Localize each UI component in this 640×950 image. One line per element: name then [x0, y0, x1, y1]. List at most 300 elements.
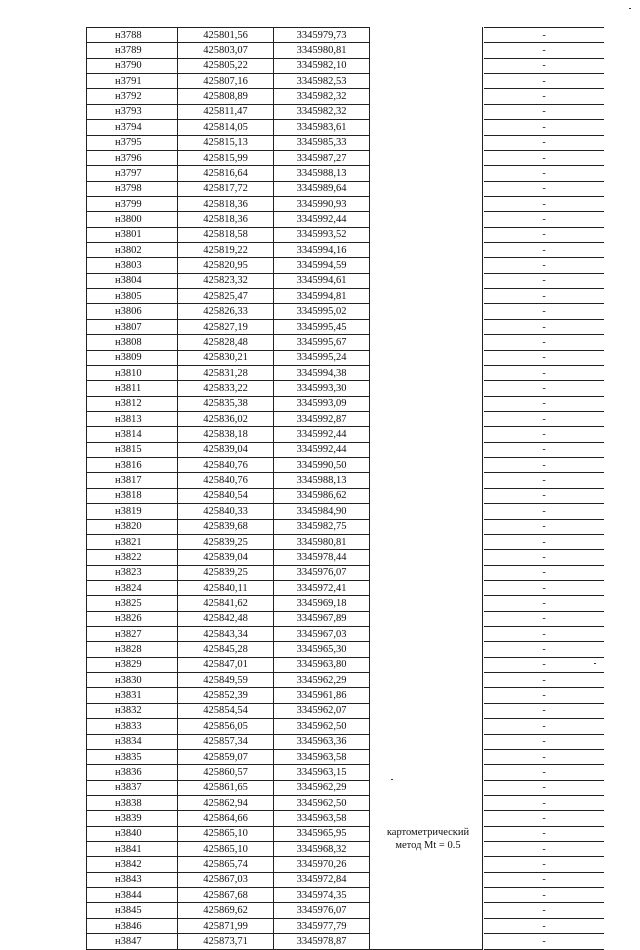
- table-row: [484, 289, 604, 304]
- y-coordinate-cell: 3345965,30: [274, 642, 370, 657]
- mark-cell: -: [484, 534, 604, 549]
- y-coordinate-cell: 3345985,33: [274, 135, 370, 150]
- y-coordinate-cell: 3345992,87: [274, 411, 370, 426]
- mark-cell: -: [484, 842, 604, 857]
- table-row: [87, 273, 483, 288]
- x-coordinate-cell: 425825,47: [178, 289, 274, 304]
- y-coordinate-cell: 3345995,67: [274, 335, 370, 350]
- x-coordinate-cell: 425826,33: [178, 304, 274, 319]
- table-row: [87, 427, 483, 442]
- y-coordinate-cell: 3345995,24: [274, 350, 370, 365]
- point-number-cell: н3844: [87, 888, 178, 903]
- y-coordinate-cell: 3345974,35: [274, 888, 370, 903]
- mark-cell: -: [484, 258, 604, 273]
- x-coordinate-cell: 425862,94: [178, 795, 274, 810]
- table-row: [87, 872, 483, 887]
- method-cell: [370, 196, 483, 211]
- method-cell: [370, 273, 483, 288]
- x-coordinate-cell: 425840,76: [178, 458, 274, 473]
- table-row: [484, 89, 604, 104]
- method-cell: [370, 703, 483, 718]
- x-coordinate-cell: 425830,21: [178, 350, 274, 365]
- y-coordinate-cell: 3345994,81: [274, 289, 370, 304]
- table-row: [87, 104, 483, 119]
- table-row: [87, 627, 483, 642]
- method-cell: [370, 258, 483, 273]
- x-coordinate-cell: 425833,22: [178, 381, 274, 396]
- table-row: [87, 43, 483, 58]
- point-number-cell: н3818: [87, 488, 178, 503]
- x-coordinate-cell: 425805,22: [178, 58, 274, 73]
- table-row: [87, 918, 483, 933]
- point-number-cell: н3798: [87, 181, 178, 196]
- table-row: [87, 442, 483, 457]
- y-coordinate-cell: 3345967,89: [274, 611, 370, 626]
- mark-cell: -: [484, 703, 604, 718]
- x-coordinate-cell: 425865,10: [178, 842, 274, 857]
- x-coordinate-cell: 425815,13: [178, 135, 274, 150]
- y-coordinate-cell: 3345993,52: [274, 227, 370, 242]
- x-coordinate-cell: 425847,01: [178, 657, 274, 672]
- x-coordinate-cell: 425839,04: [178, 442, 274, 457]
- method-cell: [370, 135, 483, 150]
- method-cell: [370, 903, 483, 918]
- table-row: [87, 888, 483, 903]
- table-row: [87, 458, 483, 473]
- table-row: [87, 688, 483, 703]
- y-coordinate-cell: 3345978,44: [274, 550, 370, 565]
- table-row: [484, 488, 604, 503]
- table-row: [87, 550, 483, 565]
- method-cell: [370, 765, 483, 780]
- table-row: [484, 627, 604, 642]
- y-coordinate-cell: 3345987,27: [274, 150, 370, 165]
- mark-cell: -: [484, 657, 604, 672]
- method-cell: [370, 150, 483, 165]
- method-cell: [370, 749, 483, 764]
- point-number-cell: н3814: [87, 427, 178, 442]
- table-row: [484, 611, 604, 626]
- table-row: [484, 74, 604, 89]
- method-cell: [370, 243, 483, 258]
- point-number-cell: н3808: [87, 335, 178, 350]
- table-row: [484, 795, 604, 810]
- mark-cell: -: [484, 181, 604, 196]
- y-coordinate-cell: 3345962,29: [274, 673, 370, 688]
- point-number-cell: н3830: [87, 673, 178, 688]
- coordinates-table: [86, 27, 483, 950]
- x-coordinate-cell: 425814,05: [178, 120, 274, 135]
- method-cell: [370, 688, 483, 703]
- table-row: [87, 319, 483, 334]
- point-number-cell: н3813: [87, 411, 178, 426]
- method-cell: [370, 104, 483, 119]
- x-coordinate-cell: 425860,57: [178, 765, 274, 780]
- y-coordinate-cell: 3345990,93: [274, 196, 370, 211]
- table-row: [87, 580, 483, 595]
- table-row: [87, 765, 483, 780]
- point-number-cell: н3831: [87, 688, 178, 703]
- table-row: [484, 350, 604, 365]
- table-row: [87, 673, 483, 688]
- table-row: [87, 473, 483, 488]
- x-coordinate-cell: 425835,38: [178, 396, 274, 411]
- mark-cell: -: [484, 611, 604, 626]
- point-number-cell: н3841: [87, 842, 178, 857]
- table-row: [87, 596, 483, 611]
- table-row: [484, 458, 604, 473]
- table-row: [484, 396, 604, 411]
- x-coordinate-cell: 425820,95: [178, 258, 274, 273]
- mark-cell: -: [484, 289, 604, 304]
- point-number-cell: н3815: [87, 442, 178, 457]
- method-cell: [370, 350, 483, 365]
- table-row: [87, 304, 483, 319]
- table-row: [484, 442, 604, 457]
- point-number-cell: н3845: [87, 903, 178, 918]
- table-row: [87, 719, 483, 734]
- table-row: [484, 427, 604, 442]
- mark-cell: -: [484, 934, 604, 949]
- point-number-cell: н3843: [87, 872, 178, 887]
- table-row: [484, 181, 604, 196]
- x-coordinate-cell: 425817,72: [178, 181, 274, 196]
- table-row: [87, 703, 483, 718]
- x-coordinate-cell: 425841,62: [178, 596, 274, 611]
- table-row: [484, 381, 604, 396]
- table-row: [484, 58, 604, 73]
- table-row: [484, 473, 604, 488]
- mark-cell: -: [484, 734, 604, 749]
- mark-cell: -: [484, 488, 604, 503]
- method-cell: [370, 734, 483, 749]
- table-row: [484, 811, 604, 826]
- table-row: [484, 719, 604, 734]
- x-coordinate-cell: 425836,02: [178, 411, 274, 426]
- table-row: [484, 304, 604, 319]
- mark-cell: -: [484, 642, 604, 657]
- table-row: [87, 642, 483, 657]
- x-coordinate-cell: 425839,25: [178, 534, 274, 549]
- scan-speck: [629, 8, 631, 9]
- table-row: [484, 365, 604, 380]
- y-coordinate-cell: 3345967,03: [274, 627, 370, 642]
- method-cell: [370, 811, 483, 826]
- mark-cell: -: [484, 396, 604, 411]
- y-coordinate-cell: 3345979,73: [274, 28, 370, 43]
- mark-cell: -: [484, 365, 604, 380]
- point-number-cell: н3806: [87, 304, 178, 319]
- table-row: [87, 289, 483, 304]
- y-coordinate-cell: 3345993,09: [274, 396, 370, 411]
- method-cell: [370, 550, 483, 565]
- y-coordinate-cell: 3345992,44: [274, 442, 370, 457]
- method-cell: [370, 396, 483, 411]
- mark-cell: -: [484, 765, 604, 780]
- table-row: [484, 319, 604, 334]
- mark-cell: -: [484, 381, 604, 396]
- table-row: [484, 166, 604, 181]
- table-row: [484, 411, 604, 426]
- y-coordinate-cell: 3345972,41: [274, 580, 370, 595]
- y-coordinate-cell: 3345980,81: [274, 534, 370, 549]
- method-cell: [370, 381, 483, 396]
- x-coordinate-cell: 425857,34: [178, 734, 274, 749]
- method-cell: [370, 888, 483, 903]
- mark-cell: -: [484, 872, 604, 887]
- table-row: [484, 826, 604, 841]
- method-cell: [370, 473, 483, 488]
- table-row: [87, 166, 483, 181]
- x-coordinate-cell: 425823,32: [178, 273, 274, 288]
- y-coordinate-cell: 3345978,87: [274, 934, 370, 949]
- mark-cell: -: [484, 212, 604, 227]
- table-row: [484, 135, 604, 150]
- method-cell: [370, 442, 483, 457]
- y-coordinate-cell: 3345994,38: [274, 365, 370, 380]
- mark-cell: -: [484, 43, 604, 58]
- point-number-cell: н3803: [87, 258, 178, 273]
- point-number-cell: н3797: [87, 166, 178, 181]
- table-row: [87, 811, 483, 826]
- table-row: [87, 227, 483, 242]
- marks-table: [484, 27, 604, 950]
- method-cell: [370, 673, 483, 688]
- x-coordinate-cell: 425840,76: [178, 473, 274, 488]
- method-cell: [370, 335, 483, 350]
- method-cell: [370, 58, 483, 73]
- method-cell: [370, 872, 483, 887]
- table-row: [484, 872, 604, 887]
- x-coordinate-cell: 425842,48: [178, 611, 274, 626]
- method-cell: [370, 857, 483, 872]
- x-coordinate-cell: 425840,54: [178, 488, 274, 503]
- table-row: [484, 580, 604, 595]
- mark-cell: -: [484, 719, 604, 734]
- y-coordinate-cell: 3345993,30: [274, 381, 370, 396]
- table-row: [484, 43, 604, 58]
- point-number-cell: н3837: [87, 780, 178, 795]
- table-row: [87, 243, 483, 258]
- x-coordinate-cell: 425819,22: [178, 243, 274, 258]
- table-row: [87, 534, 483, 549]
- table-row: [484, 888, 604, 903]
- method-cell: [370, 28, 483, 43]
- mark-cell: -: [484, 811, 604, 826]
- x-coordinate-cell: 425839,25: [178, 565, 274, 580]
- y-coordinate-cell: 3345982,53: [274, 74, 370, 89]
- table-row: [87, 135, 483, 150]
- table-row: [87, 350, 483, 365]
- y-coordinate-cell: 3345969,18: [274, 596, 370, 611]
- table-row: [87, 903, 483, 918]
- scan-speck: [391, 779, 393, 780]
- table-row: [484, 749, 604, 764]
- table-row: [87, 565, 483, 580]
- y-coordinate-cell: 3345982,32: [274, 104, 370, 119]
- method-cell: [370, 488, 483, 503]
- x-coordinate-cell: 425849,59: [178, 673, 274, 688]
- x-coordinate-cell: 425818,36: [178, 196, 274, 211]
- mark-cell: -: [484, 304, 604, 319]
- y-coordinate-cell: 3345994,59: [274, 258, 370, 273]
- table-row: [484, 104, 604, 119]
- table-row: [87, 780, 483, 795]
- mark-cell: -: [484, 519, 604, 534]
- x-coordinate-cell: 425801,56: [178, 28, 274, 43]
- table-row: [484, 243, 604, 258]
- mark-cell: -: [484, 903, 604, 918]
- table-row: [484, 550, 604, 565]
- mark-cell: -: [484, 28, 604, 43]
- table-row: [484, 335, 604, 350]
- table-row: [87, 196, 483, 211]
- x-coordinate-cell: 425839,04: [178, 550, 274, 565]
- point-number-cell: н3821: [87, 534, 178, 549]
- point-number-cell: н3816: [87, 458, 178, 473]
- table-row: [87, 411, 483, 426]
- point-number-cell: н3840: [87, 826, 178, 841]
- table-row: [87, 488, 483, 503]
- table-row: [484, 227, 604, 242]
- x-coordinate-cell: 425843,34: [178, 627, 274, 642]
- x-coordinate-cell: 425818,36: [178, 212, 274, 227]
- mark-cell: -: [484, 826, 604, 841]
- mark-cell: -: [484, 196, 604, 211]
- table-row: [484, 28, 604, 43]
- mark-cell: -: [484, 504, 604, 519]
- point-number-cell: н3790: [87, 58, 178, 73]
- method-cell: [370, 120, 483, 135]
- method-cell: [370, 166, 483, 181]
- mark-cell: -: [484, 319, 604, 334]
- method-cell: [370, 719, 483, 734]
- table-row: [484, 780, 604, 795]
- table-row: [87, 795, 483, 810]
- method-cell: [370, 212, 483, 227]
- table-row: [87, 335, 483, 350]
- table-row: [87, 734, 483, 749]
- point-number-cell: н3827: [87, 627, 178, 642]
- mark-cell: -: [484, 150, 604, 165]
- table-row: [87, 181, 483, 196]
- x-coordinate-cell: 425811,47: [178, 104, 274, 119]
- table-row: [87, 74, 483, 89]
- table-row: [87, 150, 483, 165]
- point-number-cell: н3820: [87, 519, 178, 534]
- scan-speck: [594, 663, 596, 664]
- table-row: [484, 273, 604, 288]
- table-row: [87, 857, 483, 872]
- method-cell: [370, 565, 483, 580]
- y-coordinate-cell: 3345982,75: [274, 519, 370, 534]
- mark-cell: -: [484, 627, 604, 642]
- table-row: [484, 196, 604, 211]
- method-cell: [370, 611, 483, 626]
- mark-cell: -: [484, 89, 604, 104]
- y-coordinate-cell: 3345992,44: [274, 427, 370, 442]
- method-note: картометрический метод Mt = 0.5: [386, 827, 470, 851]
- mark-cell: -: [484, 565, 604, 580]
- point-number-cell: н3812: [87, 396, 178, 411]
- y-coordinate-cell: 3345962,50: [274, 795, 370, 810]
- mark-cell: -: [484, 350, 604, 365]
- y-coordinate-cell: 3345989,64: [274, 181, 370, 196]
- mark-cell: -: [484, 550, 604, 565]
- table-row: [484, 842, 604, 857]
- y-coordinate-cell: 3345963,58: [274, 749, 370, 764]
- method-cell: [370, 304, 483, 319]
- method-cell: [370, 181, 483, 196]
- method-cell: [370, 534, 483, 549]
- method-cell: [370, 89, 483, 104]
- mark-cell: -: [484, 243, 604, 258]
- point-number-cell: н3833: [87, 719, 178, 734]
- y-coordinate-cell: 3345988,13: [274, 166, 370, 181]
- table-row: [484, 703, 604, 718]
- x-coordinate-cell: 425869,62: [178, 903, 274, 918]
- mark-cell: -: [484, 58, 604, 73]
- point-number-cell: н3804: [87, 273, 178, 288]
- point-number-cell: н3824: [87, 580, 178, 595]
- mark-cell: -: [484, 673, 604, 688]
- point-number-cell: н3807: [87, 319, 178, 334]
- method-cell: [370, 934, 483, 949]
- mark-cell: -: [484, 74, 604, 89]
- method-cell: [370, 43, 483, 58]
- table-row: [484, 596, 604, 611]
- y-coordinate-cell: 3345970,26: [274, 857, 370, 872]
- x-coordinate-cell: 425839,68: [178, 519, 274, 534]
- point-number-cell: н3795: [87, 135, 178, 150]
- x-coordinate-cell: 425861,65: [178, 780, 274, 795]
- point-number-cell: н3832: [87, 703, 178, 718]
- method-cell: [370, 795, 483, 810]
- x-coordinate-cell: 425808,89: [178, 89, 274, 104]
- mark-cell: -: [484, 580, 604, 595]
- table-row: [87, 504, 483, 519]
- table-row: [484, 673, 604, 688]
- table-row: [87, 396, 483, 411]
- y-coordinate-cell: 3345962,50: [274, 719, 370, 734]
- table-row: [87, 749, 483, 764]
- point-number-cell: н3822: [87, 550, 178, 565]
- x-coordinate-cell: 425838,18: [178, 427, 274, 442]
- table-row: [484, 120, 604, 135]
- x-coordinate-cell: 425867,68: [178, 888, 274, 903]
- point-number-cell: н3793: [87, 104, 178, 119]
- method-cell: [370, 657, 483, 672]
- y-coordinate-cell: 3345963,36: [274, 734, 370, 749]
- point-number-cell: н3834: [87, 734, 178, 749]
- x-coordinate-cell: 425815,99: [178, 150, 274, 165]
- method-cell: [370, 642, 483, 657]
- point-number-cell: н3846: [87, 918, 178, 933]
- point-number-cell: н3796: [87, 150, 178, 165]
- y-coordinate-cell: 3345980,81: [274, 43, 370, 58]
- point-number-cell: н3817: [87, 473, 178, 488]
- point-number-cell: н3847: [87, 934, 178, 949]
- method-cell: [370, 780, 483, 795]
- x-coordinate-cell: 425859,07: [178, 749, 274, 764]
- y-coordinate-cell: 3345963,58: [274, 811, 370, 826]
- y-coordinate-cell: 3345977,79: [274, 918, 370, 933]
- mark-cell: -: [484, 749, 604, 764]
- mark-cell: -: [484, 857, 604, 872]
- x-coordinate-cell: 425873,71: [178, 934, 274, 949]
- point-number-cell: н3794: [87, 120, 178, 135]
- table-row: [87, 58, 483, 73]
